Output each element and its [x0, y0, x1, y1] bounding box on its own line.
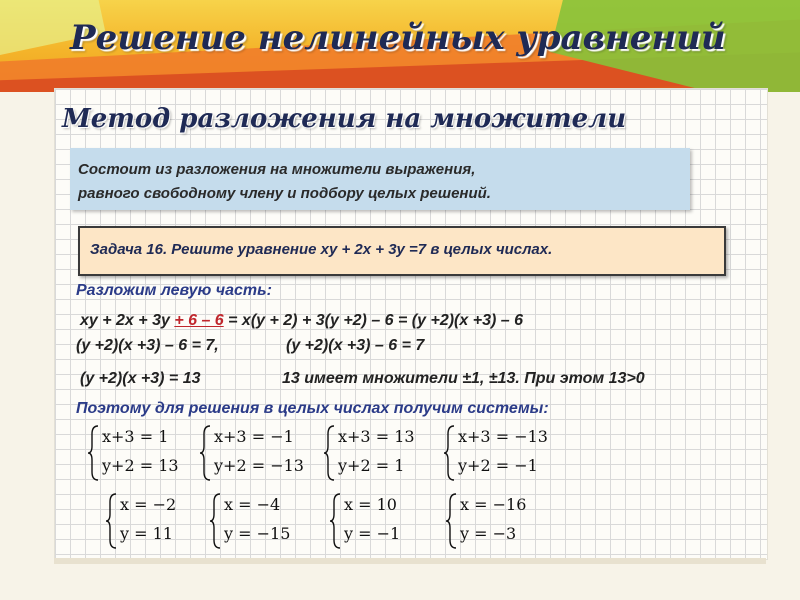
system-1: [88, 424, 179, 487]
solution-x: x = −2: [120, 495, 177, 514]
description-text: [78, 158, 688, 206]
system-equation-1: x+3 = 13: [338, 427, 415, 446]
task-statement: Задача 16. Решите уравнение xy + 2x + 3y =7 в целых числах.: [90, 241, 553, 258]
page-bottom-border: [54, 558, 766, 564]
solution-y: y = 11: [120, 524, 173, 543]
solution-y: y = −15: [224, 524, 291, 543]
brace-icon: [106, 492, 120, 550]
step-equation-a: (y +2)(x +3) – 6 = 7,: [76, 337, 219, 354]
factorization-part-2: = x(y + 2) + 3(y +2) – 6 = (y +2)(x +3) – 6: [223, 312, 523, 329]
solution-x: x = −16: [460, 495, 527, 514]
step-factors-note: 13 имеет множители ±1, ±13. При этом 13>0: [282, 370, 645, 387]
system-equation-2: y+2 = −13: [214, 456, 304, 475]
brace-icon: [210, 492, 224, 550]
solution-3: [330, 492, 401, 555]
step-product-equation: (y +2)(x +3) = 13: [80, 370, 201, 387]
factorization-part-1: xy + 2x + 3y: [80, 312, 175, 329]
solution-x: x = 10: [344, 495, 397, 514]
solution-y: y = −3: [460, 524, 517, 543]
brace-icon: [446, 492, 460, 550]
system-equation-1: x+3 = −1: [214, 427, 294, 446]
system-equation-1: x+3 = 1: [102, 427, 169, 446]
solution-x: x = −4: [224, 495, 281, 514]
section-subtitle: Метод разложения на множители: [62, 104, 627, 134]
step-factor-intro: Разложим левую часть:: [76, 282, 272, 299]
system-4: [444, 424, 548, 487]
step-factorization: [80, 312, 523, 330]
solution-2: [210, 492, 291, 555]
system-equation-2: y+2 = 13: [102, 456, 179, 475]
step-systems-intro: Поэтому для решения в целых числах получим системы:: [76, 400, 549, 417]
system-3: [324, 424, 415, 487]
factorization-added-term: + 6 – 6: [174, 312, 224, 329]
description-line-2: равного свободному члену и подбору целых решений.: [78, 185, 491, 202]
page-title: Решение нелинейных уравнений: [70, 18, 726, 58]
step-equation-b: (y +2)(x +3) – 6 = 7: [286, 337, 425, 354]
brace-icon: [324, 424, 338, 482]
brace-icon: [200, 424, 214, 482]
brace-icon: [330, 492, 344, 550]
system-2: [200, 424, 304, 487]
brace-icon: [88, 424, 102, 482]
solution-1: [106, 492, 177, 555]
solution-y: y = −1: [344, 524, 401, 543]
system-equation-2: y+2 = 1: [338, 456, 405, 475]
description-line-1: Состоит из разложения на множители выражения,: [78, 161, 476, 178]
brace-icon: [444, 424, 458, 482]
system-equation-2: y+2 = −1: [458, 456, 538, 475]
solution-4: [446, 492, 527, 555]
system-equation-1: x+3 = −13: [458, 427, 548, 446]
